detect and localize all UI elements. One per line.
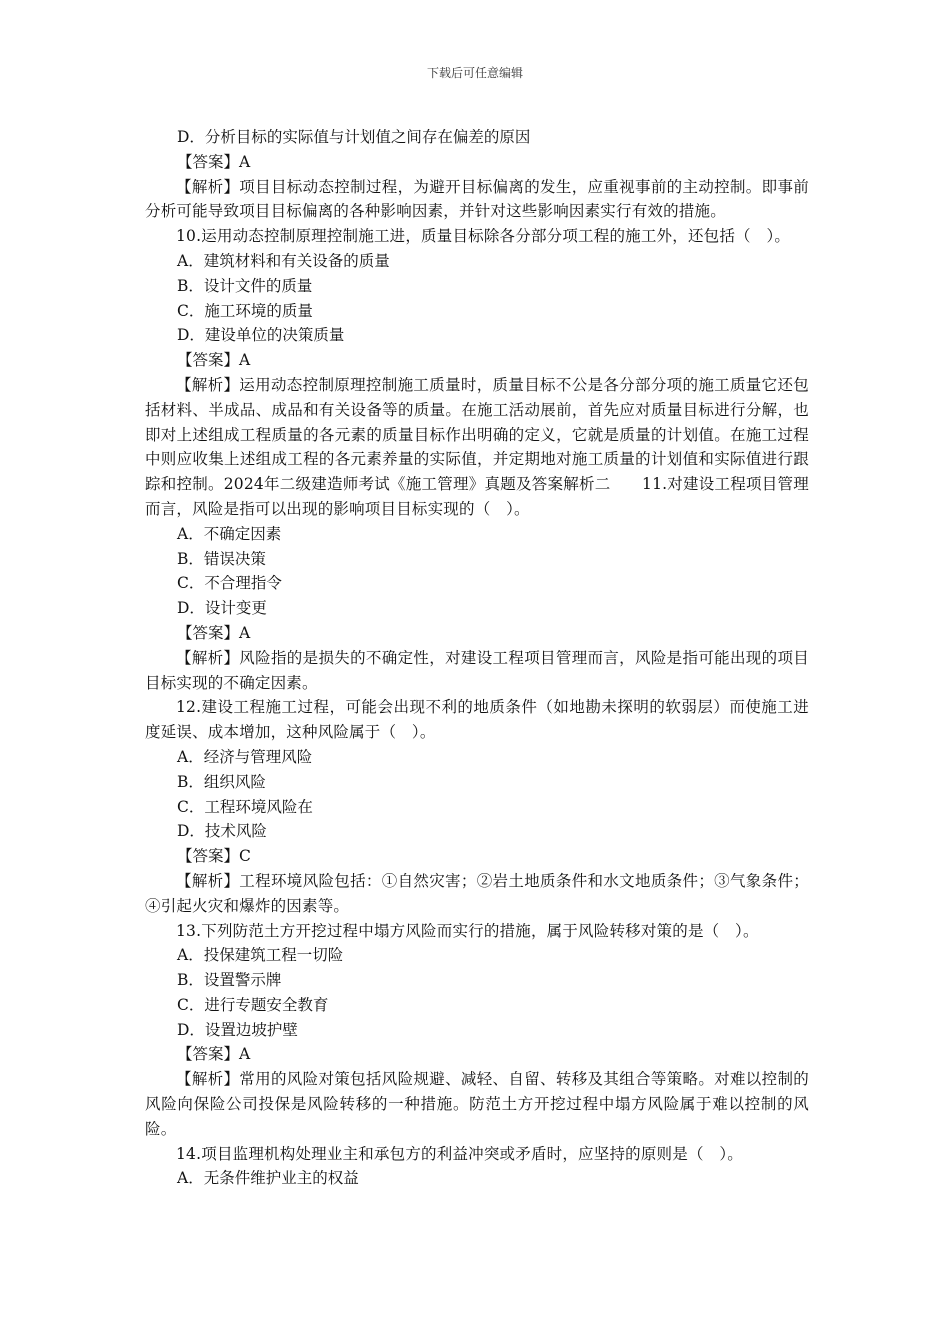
option-line: C．进行专题安全教育 xyxy=(177,995,329,1014)
body-paragraph: 【解析】风险指的是损失的不确定性，对建设工程项目管理而言，风险是指可能出现的项目目标实现的不确定因素。 xyxy=(145,648,809,692)
page-header: 下载后可任意编辑 xyxy=(426,66,523,80)
option-line: C．不合理指令 xyxy=(177,574,282,593)
option-line: D．设置边坡护壁 xyxy=(177,1020,298,1039)
body-paragraph: 【解析】运用动态控制原理控制施工质量时，质量目标不公是各分部分项的施工质量它还包括材料、半成品、成品和有关设备等的质量。在施工活动展前，首先应对质量目标进行分解，也即对上述组成工程质量的各元素的质量目标作出明确的定义，它就是质量的计划值。在施工过程中则应收集上述组成工程的各元素养量的实际值，并定期地对施工质量的计划值和实际值进行跟踪和控制。2024年二级建造师考试《施工管理》真题及答案解析二 11.对建设工程项目管理而言，风险是指可以出现的影响项目目标实现的（ ）。 xyxy=(145,375,809,518)
body-paragraph: 【解析】项目目标动态控制过程，为避开目标偏离的发生，应重视事前的主动控制。即事前分析可能导致项目目标偏离的各种影响因素，并针对这些影响因素实行有效的措施。 xyxy=(145,177,809,221)
option-line: D．设计变更 xyxy=(177,599,267,618)
option-line: A．投保建筑工程一切险 xyxy=(177,946,344,965)
option-line: 【答案】A xyxy=(177,351,251,370)
body-paragraph: 10.运用动态控制原理控制施工进，质量目标除各分部分项工程的施工外，还包括（ ）。 xyxy=(176,227,791,246)
body-paragraph: 12.建设工程施工过程，可能会出现不利的地质条件（如地勘未探明的软弱层）而使施工进度延误、成本增加，这种风险属于（ ）。 xyxy=(145,698,809,742)
option-line: B．组织风险 xyxy=(177,772,266,791)
option-line: 【答案】A xyxy=(177,1045,251,1064)
body-paragraph: 【解析】工程环境风险包括：①自然灾害；②岩土地质条件和水文地质条件；③气象条件；④引起火灾和爆炸的因素等。 xyxy=(145,871,809,915)
option-line: C．工程环境风险在 xyxy=(177,797,313,816)
body-paragraph: 【解析】常用的风险对策包括风险规避、减轻、自留、转移及其组合等策略。对难以控制的风险向保险公司投保是风险转移的一种措施。防范土方开挖过程中塌方风险属于难以控制的风险。 xyxy=(145,1070,809,1138)
body-paragraph: 14.项目监理机构处理业主和承包方的利益冲突或矛盾时，应坚持的原则是（ ）。 xyxy=(176,1144,744,1163)
option-line: B．错误决策 xyxy=(177,549,266,568)
option-line: D．分析目标的实际值与计划值之间存在偏差的原因 xyxy=(177,128,531,146)
option-line: D．技术风险 xyxy=(177,822,267,841)
document-body xyxy=(145,125,809,1191)
option-line: A．无条件维护业主的权益 xyxy=(177,1169,359,1188)
body-paragraph: 13.下列防范土方开挖过程中塌方风险而实行的措施，属于风险转移对策的是（ ）。 xyxy=(176,921,759,940)
option-line: B．设置警示牌 xyxy=(177,971,282,990)
option-line: 【答案】A xyxy=(177,152,251,171)
option-line: D．建设单位的决策质量 xyxy=(177,326,345,345)
option-line: A．建筑材料和有关设备的质量 xyxy=(177,251,390,270)
option-line: C．施工环境的质量 xyxy=(177,301,313,320)
option-line: A．经济与管理风险 xyxy=(177,747,313,766)
option-line: 【答案】A xyxy=(177,623,251,642)
option-line: A．不确定因素 xyxy=(177,524,282,543)
option-line: B．设计文件的质量 xyxy=(177,276,313,295)
option-line: 【答案】C xyxy=(177,847,251,866)
